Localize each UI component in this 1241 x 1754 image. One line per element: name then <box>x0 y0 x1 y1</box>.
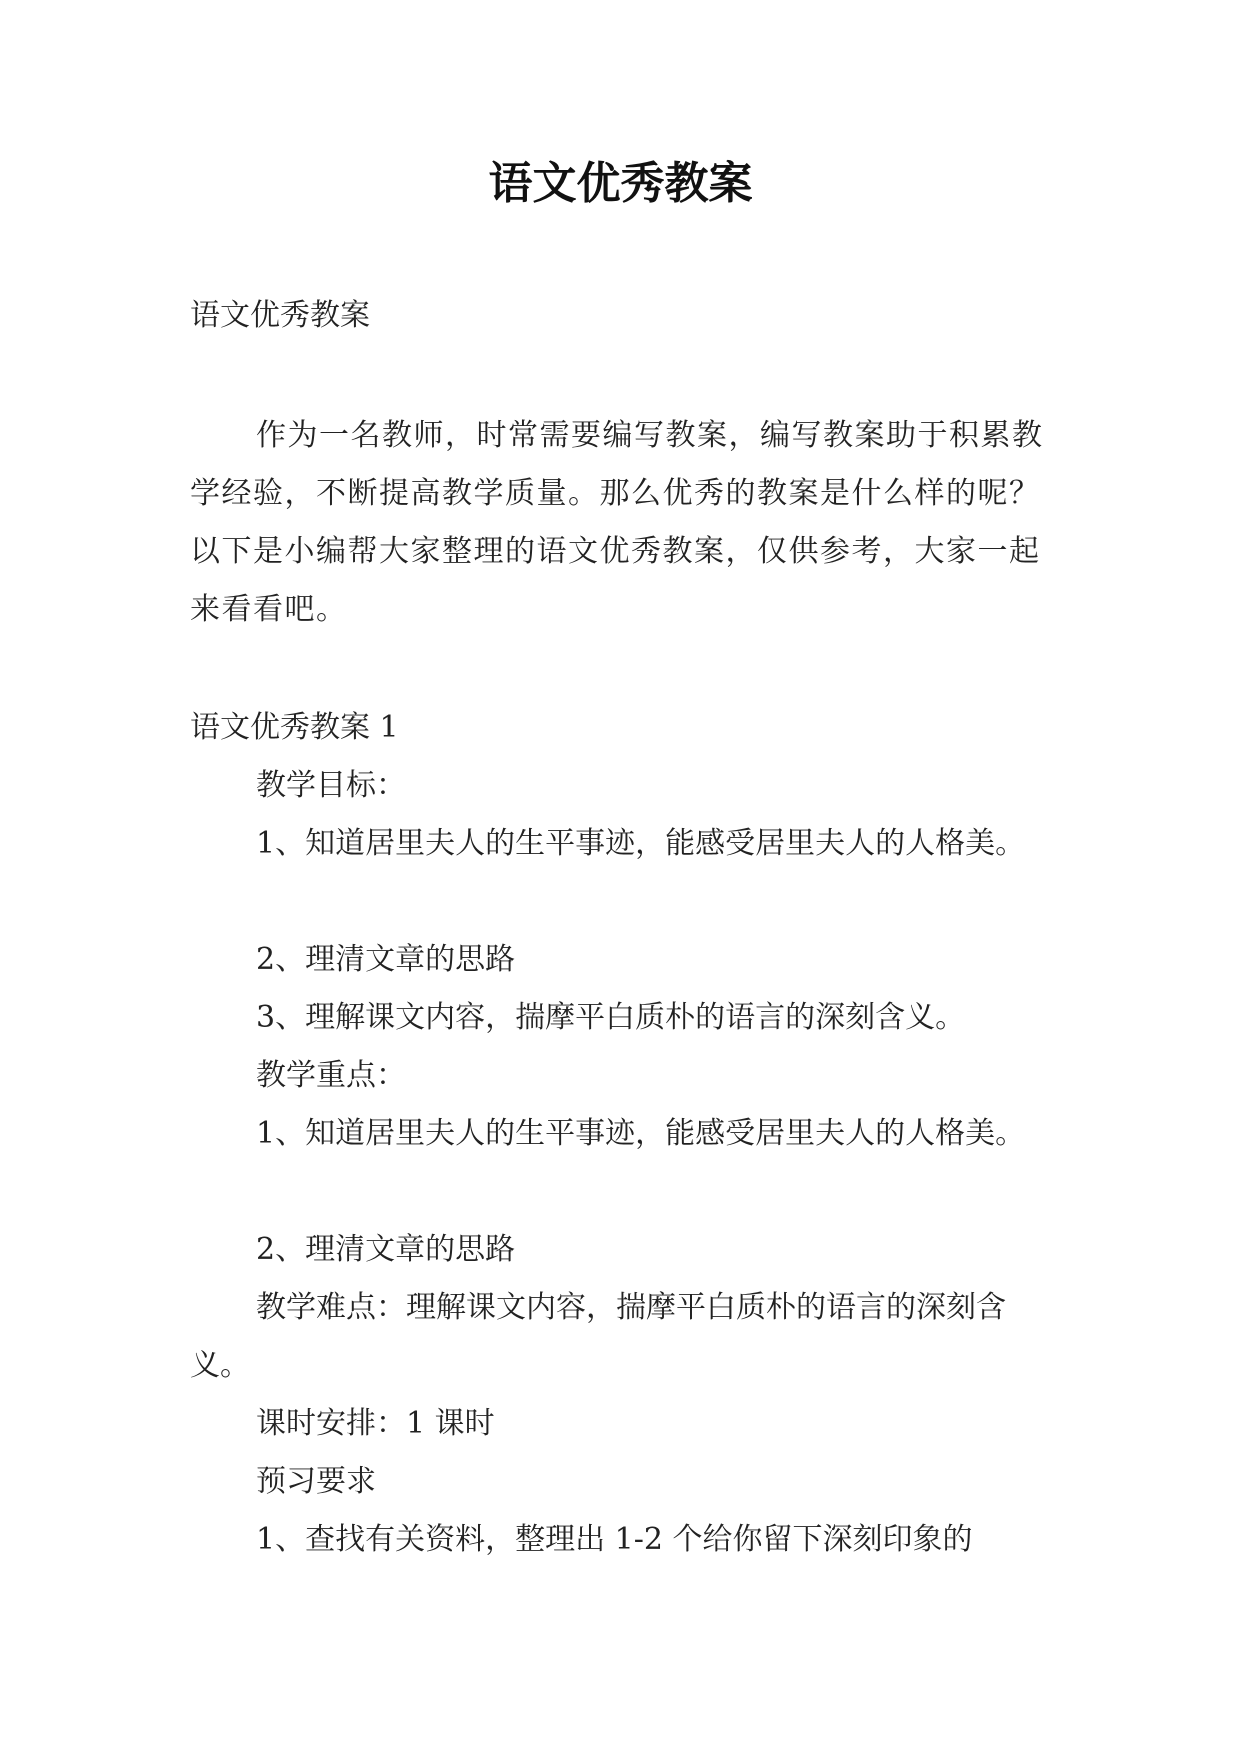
difficulty-paragraph: 教学难点：理解课文内容，揣摩平白质朴的语言的深刻含义。 <box>190 1290 1006 1383</box>
key-points-label: 教学重点： <box>256 1058 406 1093</box>
goal-item: 1、知道居里夫人的生平事迹，能感受居里夫人的人格美。 <box>256 826 1026 861</box>
document-title: 语文优秀教案 <box>488 158 753 209</box>
document-heading: 语文优秀教案 <box>190 298 370 333</box>
goal-item: 3、理解课文内容，揣摩平白质朴的语言的深刻含义。 <box>256 1000 966 1035</box>
preview-item: 1、查找有关资料，整理出 1-2 个给你留下深刻印象的 <box>256 1522 973 1557</box>
key-point-item: 2、理清文章的思路 <box>256 1232 516 1267</box>
section-title: 语文优秀教案 1 <box>190 710 399 745</box>
intro-paragraph: 作为一名教师，时常需要编写教案，编写教案助于积累教学经验，不断提高教学质量。那么优秀的教案是什么样的呢？以下是小编帮大家整理的语文优秀教案，仅供参考，大家一起来看看吧。 <box>190 418 1044 627</box>
schedule-paragraph: 课时安排：1 课时 <box>256 1406 495 1441</box>
goals-label: 教学目标： <box>256 768 406 803</box>
goal-item: 2、理清文章的思路 <box>256 942 516 977</box>
key-point-item: 1、知道居里夫人的生平事迹，能感受居里夫人的人格美。 <box>256 1116 1026 1151</box>
preview-label: 预习要求 <box>256 1464 376 1499</box>
